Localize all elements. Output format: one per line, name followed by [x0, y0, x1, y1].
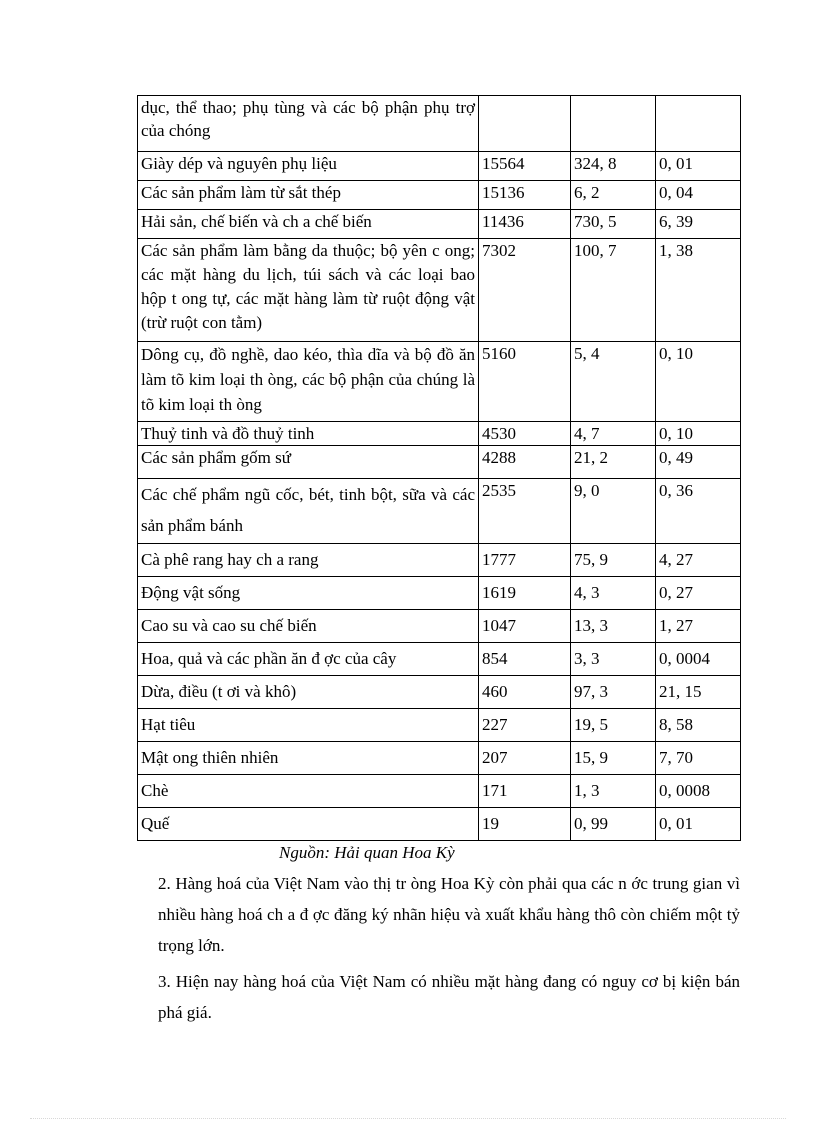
- value-cell: 75, 9: [571, 544, 656, 577]
- value-cell: 207: [479, 742, 571, 775]
- value-cell: 5160: [479, 342, 571, 422]
- table-row: [138, 96, 741, 152]
- value-cell: 0, 49: [656, 446, 741, 479]
- value-cell: 227: [479, 709, 571, 742]
- value-cell: 0, 01: [656, 808, 741, 841]
- value-cell: 1619: [479, 577, 571, 610]
- value-cell: 21, 15: [656, 676, 741, 709]
- value-cell: 0, 10: [656, 422, 741, 446]
- value-cell: [479, 96, 571, 152]
- value-cell: 0, 99: [571, 808, 656, 841]
- paragraph-2: 2. Hàng hoá của Việt Nam vào thị tr òng Hoa Kỳ còn phải qua các n ớc trung gian vì nhiều hàng hoá ch a đ ợc đăng ký nhãn hiệu và xuất khẩu hàng thô còn chiếm một tỷ trọng lớn.: [158, 874, 740, 955]
- value-cell: 5, 4: [571, 342, 656, 422]
- item-name-cell: Cà phê rang hay ch a rang: [138, 544, 479, 577]
- item-name-cell: Thuỷ tinh và đồ thuỷ tinh: [138, 422, 479, 446]
- table-row: [138, 422, 741, 446]
- value-cell: 4288: [479, 446, 571, 479]
- value-cell: 0, 27: [656, 577, 741, 610]
- table-row: [138, 742, 741, 775]
- page-bottom-divider: [30, 1118, 786, 1119]
- item-name-cell: Hạt tiêu: [138, 709, 479, 742]
- value-cell: 460: [479, 676, 571, 709]
- value-cell: 19: [479, 808, 571, 841]
- value-cell: 730, 5: [571, 210, 656, 239]
- value-cell: 6, 39: [656, 210, 741, 239]
- item-name-cell: Các chế phẩm ngũ cốc, bét, tinh bột, sữa và các sản phẩm bánh: [138, 479, 479, 544]
- value-cell: 2535: [479, 479, 571, 544]
- table-row: [138, 446, 741, 479]
- table-source-caption: Nguồn: Hải quan Hoa Kỳ: [279, 843, 455, 862]
- table-row: [138, 709, 741, 742]
- item-name-cell: Hải sản, chế biến và ch a chế biến: [138, 210, 479, 239]
- value-cell: 6, 2: [571, 181, 656, 210]
- value-cell: [571, 96, 656, 152]
- item-name-cell: Giày dép và nguyên phụ liệu: [138, 152, 479, 181]
- value-cell: 0, 0008: [656, 775, 741, 808]
- value-cell: 4, 3: [571, 577, 656, 610]
- value-cell: 4, 7: [571, 422, 656, 446]
- value-cell: 8, 58: [656, 709, 741, 742]
- value-cell: 97, 3: [571, 676, 656, 709]
- value-cell: 0, 0004: [656, 643, 741, 676]
- item-name-cell: Hoa, quả và các phần ăn đ ợc của cây: [138, 643, 479, 676]
- value-cell: 324, 8: [571, 152, 656, 181]
- table-row: [138, 676, 741, 709]
- item-name-cell: dục, thể thao; phụ tùng và các bộ phận phụ trợ của chóng: [138, 96, 479, 152]
- table-row: [138, 775, 741, 808]
- value-cell: 1, 27: [656, 610, 741, 643]
- value-cell: 7302: [479, 239, 571, 342]
- item-name-cell: Các sản phẩm làm từ sắt thép: [138, 181, 479, 210]
- value-cell: 1, 38: [656, 239, 741, 342]
- value-cell: 0, 10: [656, 342, 741, 422]
- item-name-cell: Cao su và cao su chế biến: [138, 610, 479, 643]
- item-name-cell: Mật ong thiên nhiên: [138, 742, 479, 775]
- value-cell: 1047: [479, 610, 571, 643]
- value-cell: 3, 3: [571, 643, 656, 676]
- value-cell: 0, 36: [656, 479, 741, 544]
- table-row: [138, 239, 741, 342]
- item-name-cell: Các sản phẩm gốm sứ: [138, 446, 479, 479]
- value-cell: 13, 3: [571, 610, 656, 643]
- table-row: [138, 808, 741, 841]
- value-cell: 15, 9: [571, 742, 656, 775]
- value-cell: 0, 04: [656, 181, 741, 210]
- import-table: [137, 95, 741, 841]
- table-row: [138, 577, 741, 610]
- value-cell: 19, 5: [571, 709, 656, 742]
- value-cell: 4530: [479, 422, 571, 446]
- table-row: [138, 479, 741, 544]
- table-row: [138, 544, 741, 577]
- table-row: [138, 342, 741, 422]
- item-name-cell: Các sản phẩm làm bằng da thuộc; bộ yên c ong; các mặt hàng du lịch, túi sách và các loại bao hộp t ong tự, các mặt hàng làm từ ruột động vật (trừ ruột con tằm): [138, 239, 479, 342]
- value-cell: 9, 0: [571, 479, 656, 544]
- value-cell: 1777: [479, 544, 571, 577]
- item-name-cell: Quế: [138, 808, 479, 841]
- value-cell: 0, 01: [656, 152, 741, 181]
- value-cell: 15564: [479, 152, 571, 181]
- table-row: [138, 181, 741, 210]
- value-cell: 171: [479, 775, 571, 808]
- value-cell: 100, 7: [571, 239, 656, 342]
- item-name-cell: Dừa, điều (t ơi và khô): [138, 676, 479, 709]
- value-cell: 21, 2: [571, 446, 656, 479]
- value-cell: 854: [479, 643, 571, 676]
- table-row: [138, 610, 741, 643]
- item-name-cell: Động vật sống: [138, 577, 479, 610]
- item-name-cell: Dông cụ, đồ nghề, dao kéo, thìa dĩa và bộ đồ ăn làm tõ kim loại th òng, các bộ phận của chúng là tõ kim loại th òng: [138, 342, 479, 422]
- value-cell: 1, 3: [571, 775, 656, 808]
- value-cell: 7, 70: [656, 742, 741, 775]
- paragraph-3: 3. Hiện nay hàng hoá của Việt Nam có nhiều mặt hàng đang có nguy cơ bị kiện bán phá giá.: [158, 972, 740, 1022]
- value-cell: 15136: [479, 181, 571, 210]
- table-row: [138, 210, 741, 239]
- table-row: [138, 643, 741, 676]
- value-cell: [656, 96, 741, 152]
- value-cell: 11436: [479, 210, 571, 239]
- value-cell: 4, 27: [656, 544, 741, 577]
- item-name-cell: Chè: [138, 775, 479, 808]
- table-row: [138, 152, 741, 181]
